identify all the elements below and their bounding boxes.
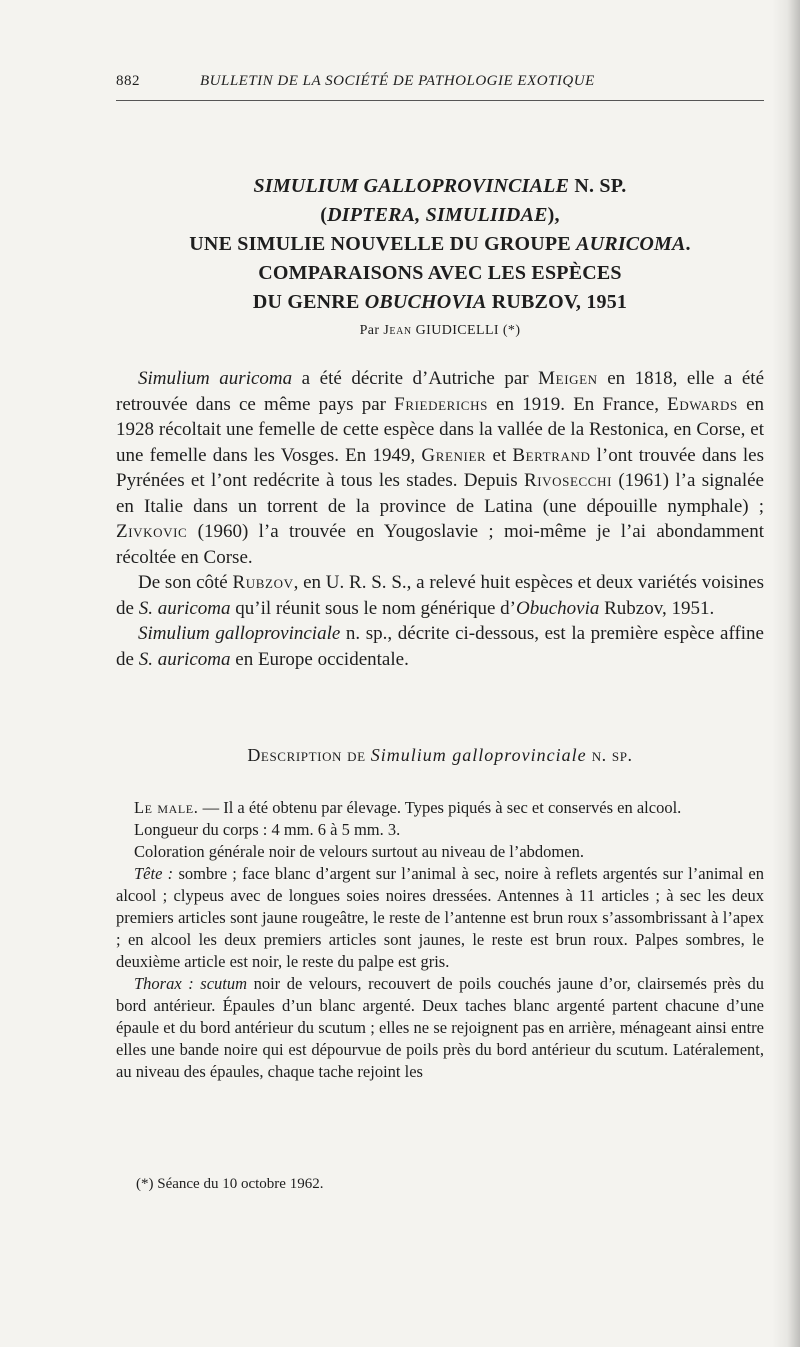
desc-tete: Tête : sombre ; face blanc d’argent sur l’animal à sec, noire à reflets argentés sur l’animal en alcool ; clypeus avec de longues soies noires dressées. Antennes à 11 articles ; à sec les deux premiers articles sont jaune rougeâtre, le reste de l’antenne est brun roux s’assombrissant à l’apex ; en alcool les deux premiers articles sont jaunes, le reste est brun roux. Palpes sombres, le deuxième article est noir, le reste du palpe est gris. (116, 864, 764, 971)
header-rule (116, 100, 764, 101)
title-line-1: SIMULIUM GALLOPROVINCIALE N. SP. (253, 175, 627, 197)
intro-paragraph-3: Simulium galloprovinciale n. sp., décrite ci-dessous, est la première espèce affine de S. auricoma en Europe occidentale. (116, 623, 764, 670)
desc-length: Longueur du corps : 4 mm. 6 à 5 mm. 3. (134, 820, 401, 839)
section-heading: Description de Simulium galloprovinciale n. sp. (247, 745, 633, 765)
author-line: Par Jean GIUDICELLI (*) (359, 323, 521, 338)
title-line-2: (DIPTERA, SIMULIIDAE), (320, 204, 560, 226)
desc-male: Le male. — Il a été obtenu par élevage. Types piqués à sec et conservés en alcool. (134, 798, 682, 817)
page-number: 882 (116, 73, 140, 89)
page-edge-shadow (772, 0, 800, 1347)
article-title (116, 172, 764, 317)
journal-title: BULLETIN DE LA SOCIÉTÉ DE PATHOLOGIE EXOTIQUE (200, 73, 595, 89)
title-line-4: COMPARAISONS AVEC LES ESPÈCES (258, 262, 622, 284)
description (116, 797, 764, 1083)
introduction (116, 366, 764, 672)
desc-coloration: Coloration générale noir de velours surtout au niveau de l’abdomen. (134, 842, 584, 861)
title-line-5: DU GENRE OBUCHOVIA RUBZOV, 1951 (252, 291, 628, 313)
footnote: (*) Séance du 10 octobre 1962. (136, 1176, 324, 1192)
title-line-3: UNE SIMULIE NOUVELLE DU GROUPE AURICOMA. (189, 233, 691, 255)
intro-paragraph-1: Simulium auricoma a été décrite d’Autriche par Meigen en 1818, elle a été retrouvée dans ce même pays par Friederichs en 1919. En France, Edwards en 1928 récoltait une femelle de cette espèce dans la vallée de la Restonica, en Corse, et une femelle dans les Vosges. En 1949, Grenier et Bertrand l’ont trouvée dans les Pyrénées et l’ont redécrite à tous les stades. Depuis Rivosecchi (1961) l’a signalée en Italie dans un torrent de la province de Latina (une dépouille nymphale) ; Zivkovic (1960) l’a trouvée en Yougoslavie ; moi-même je l’ai abondamment récoltée en Corse. (116, 368, 765, 568)
intro-paragraph-2: De son côté Rubzov, en U. R. S. S., a relevé huit espèces et deux variétés voisines de S. auricoma qu’il réunit sous le nom générique d’Obuchovia Rubzov, 1951. (116, 572, 764, 619)
desc-thorax: Thorax : scutum noir de velours, recouvert de poils couchés jaune d’or, clairsemés près du bord antérieur. Épaules d’un blanc argenté. Deux taches blanc argenté partent chacune d’une épaule et du bord antérieur du scutum ; elles ne se rejoignent pas en arrière, ménageant ainsi entre elles une bande noire qui est dépourvue de poils près du bord antérieur du scutum. Latéralement, au niveau des épaules, chaque tache rejoint les (116, 974, 764, 1081)
